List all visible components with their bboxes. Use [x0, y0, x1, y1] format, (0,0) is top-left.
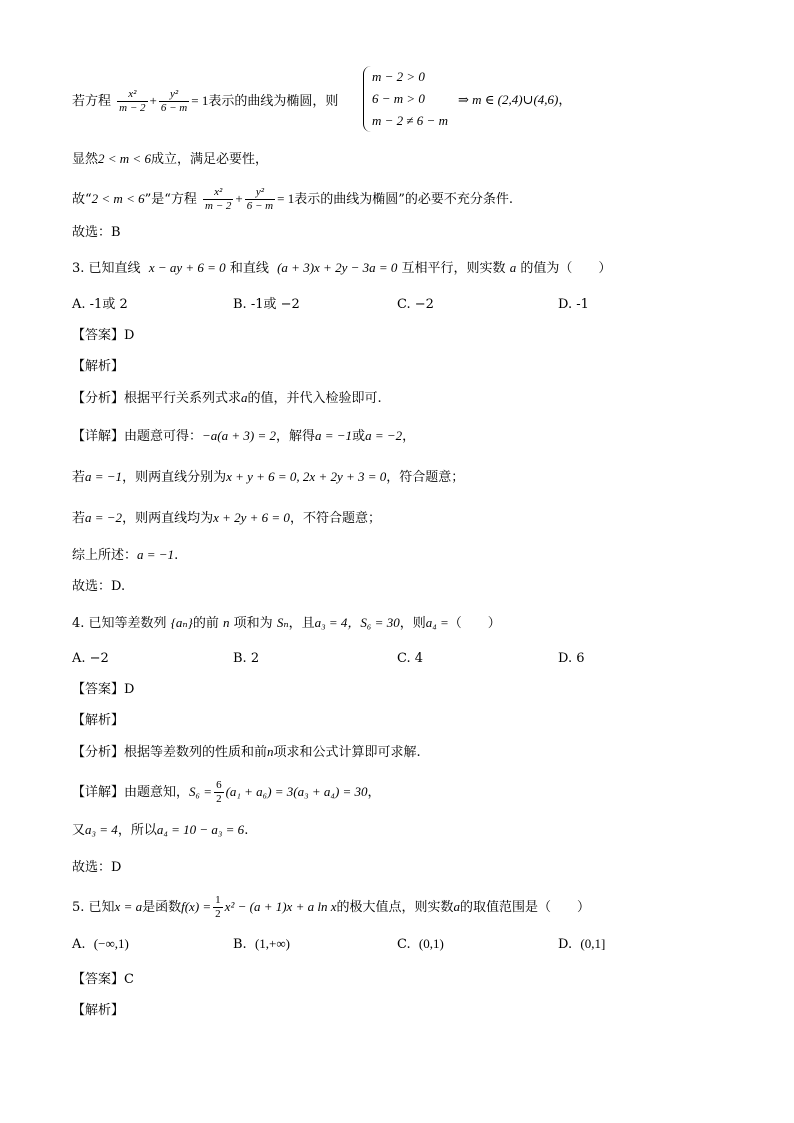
option-c: C. 4 [397, 651, 424, 666]
ineq-1: m − 2 > 0 [372, 69, 425, 84]
choice-b: 故选：B [72, 225, 121, 240]
text: 的前 [192, 616, 219, 631]
option-c: C. (0,1) [397, 936, 444, 952]
math: {aₙ} [170, 615, 193, 630]
math: n [267, 744, 274, 759]
text: . [244, 823, 249, 838]
text: 若方程 [72, 94, 112, 109]
text: 5. 已知 [72, 900, 115, 915]
text: 是函数 [142, 900, 182, 915]
answer-label: 【答案】C [72, 972, 134, 987]
inequality-system [363, 66, 472, 132]
text: 故“ [72, 192, 92, 207]
text: ，所以 [117, 823, 157, 838]
math: (a₁ + a₆) = 3(a₃ + a₄) = 30 [225, 784, 368, 799]
option-a: A. −2 [72, 651, 109, 666]
fraction-y: $\frac{\text{y²}}{6 - m}$ [246, 186, 274, 212]
question-5 [72, 894, 590, 921]
text: 和直线 [229, 261, 269, 276]
text: 综上所述： [72, 548, 138, 563]
math: a = −2 [365, 428, 403, 443]
option-a: A. -1或 2 [72, 297, 128, 312]
fraction-x: $\frac{\text{x²}}{m - 2}$ [205, 186, 232, 212]
math: Sₙ [276, 615, 289, 630]
math: x − ay + 6 = 0 [148, 260, 226, 275]
text: 表示的曲线为椭圆”的必要不充分条件. [294, 192, 513, 207]
math: x² − (a + 1)x + a ln x [224, 899, 337, 914]
detail-text [72, 426, 415, 447]
fraction-y: $\frac{\text{y²}}{6 - m}$ [160, 88, 188, 114]
math: (a + 3)x + 2y − 3a = 0 [277, 260, 398, 275]
answer-label: 【答案】D [72, 682, 135, 697]
math: a = −2 [85, 510, 123, 525]
equals: = 1 [277, 191, 295, 206]
text: （ ） [448, 616, 501, 631]
text: ，符合题意； [386, 470, 465, 485]
text: 成立，满足必要性， [150, 152, 268, 167]
option-a: A. (−∞,1) [72, 936, 129, 952]
text: 【详解】由题意可得： [72, 429, 203, 444]
math: a [453, 899, 460, 914]
ineq-2: 6 − m > 0 [372, 91, 425, 106]
text: ，不符合题意； [289, 511, 381, 526]
ineq-3: m − 2 ≠ 6 − m [372, 113, 448, 128]
text: 互相平行，则实数 [401, 261, 506, 276]
math: x + y + 6 = 0, 2x + 2y + 3 = 0 [226, 469, 387, 484]
math: a₃ = 4，S₆ = 30 [314, 615, 400, 630]
text: 或 [352, 429, 366, 444]
math: −a(a + 3) = 2 [202, 428, 276, 443]
text: ”是“方程 [144, 192, 197, 207]
option-d: D. -1 [558, 297, 589, 312]
text: 显然 [72, 152, 99, 167]
text: ，则两直线均为 [122, 511, 214, 526]
fraction: $\frac{1}{2}$ [215, 894, 221, 920]
math: x = a [114, 899, 143, 914]
text: ，则 [399, 616, 426, 631]
text: ， [402, 429, 416, 444]
text: 4. 已知等差数列 [72, 616, 167, 631]
text: 【详解】由题意知， [72, 785, 190, 800]
conclusion-line: 故“2 < m < 6”是“方程 $\frac{\text{x²}}{m - 2}$ + $\frac{\text{y²}}{6 - m}$ = 1表示的曲线为椭圆”的必要不充分条件. [72, 186, 513, 212]
math: a [241, 390, 248, 405]
question-4 [72, 613, 501, 634]
answer-label: 【答案】D [72, 328, 135, 343]
also-line [72, 820, 248, 841]
system-conclusion: ⇒ m ∈ (2,4)∪(4,6)， [458, 92, 572, 107]
math: 2 < m < 6 [91, 191, 145, 206]
text: 表示的曲线为椭圆，则 [208, 94, 339, 109]
text: ， [367, 785, 381, 800]
math: 2 < m < 6 [98, 151, 151, 166]
detail-text [72, 779, 381, 806]
analysis-text [72, 742, 421, 763]
text: 的值，并代入检验即可. [247, 391, 382, 406]
option-c: C. −2 [397, 297, 434, 312]
text: . [174, 548, 179, 563]
text: 3. 已知直线 [72, 261, 141, 276]
ellipse-condition-line: 若方程 $\frac{\text{x²}}{m - 2}$ + $\frac{\text{y²}}{6 - m}$ = 1表示的曲线为椭圆，则 [72, 88, 339, 114]
math: a₄ = 10 − a₃ = 6 [156, 822, 245, 837]
math: n [223, 615, 230, 630]
math: x + 2y + 6 = 0 [213, 510, 290, 525]
choice-d: 故选：D [72, 860, 122, 875]
question-3 [72, 258, 611, 279]
option-d: D. 6 [558, 651, 585, 666]
text: 又 [72, 823, 86, 838]
text: 若 [72, 511, 86, 526]
option-d: D. (0,1] [558, 936, 606, 952]
summary [72, 545, 178, 566]
option-b: B. 2 [233, 651, 260, 666]
math: a [509, 260, 517, 275]
text: 若 [72, 470, 86, 485]
text: ，解得 [276, 429, 316, 444]
option-b: B. -1或 −2 [233, 297, 300, 312]
math: a = −1 [315, 428, 353, 443]
math: a = −1 [137, 547, 175, 562]
fraction-x: $\frac{\text{x²}}{m - 2}$ [119, 88, 146, 114]
math: a = −1 [85, 469, 123, 484]
text: ，则两直线分别为 [122, 470, 227, 485]
text: ，且 [288, 616, 315, 631]
text: 【分析】根据等差数列的性质和前 [72, 745, 268, 760]
analysis-text [72, 388, 382, 409]
text: 项和为 [233, 616, 273, 631]
option-b: B. (1,+∞) [233, 936, 290, 952]
choice-d: 故选：D. [72, 579, 126, 594]
text: 的极大值点，则实数 [336, 900, 454, 915]
text: 的取值范围是（ ） [459, 900, 590, 915]
analysis-label: 【解析】 [72, 713, 125, 728]
analysis-label: 【解析】 [72, 359, 125, 374]
text: 的值为（ ） [520, 261, 612, 276]
analysis-label: 【解析】 [72, 1003, 125, 1018]
math: a₃ = 4 [85, 822, 118, 837]
case-a-minus-1 [72, 467, 464, 488]
math: S₆ = [189, 784, 213, 799]
fraction: $\frac{6}{2}$ [216, 779, 222, 805]
math: f(x) = [181, 899, 212, 914]
text: 【分析】根据平行关系列式求 [72, 391, 242, 406]
equals: = 1 [191, 93, 209, 108]
necessity-line [72, 149, 268, 170]
math: a₄ = [425, 615, 449, 630]
case-a-minus-2 [72, 508, 381, 529]
text: 项求和公式计算即可求解. [273, 745, 421, 760]
